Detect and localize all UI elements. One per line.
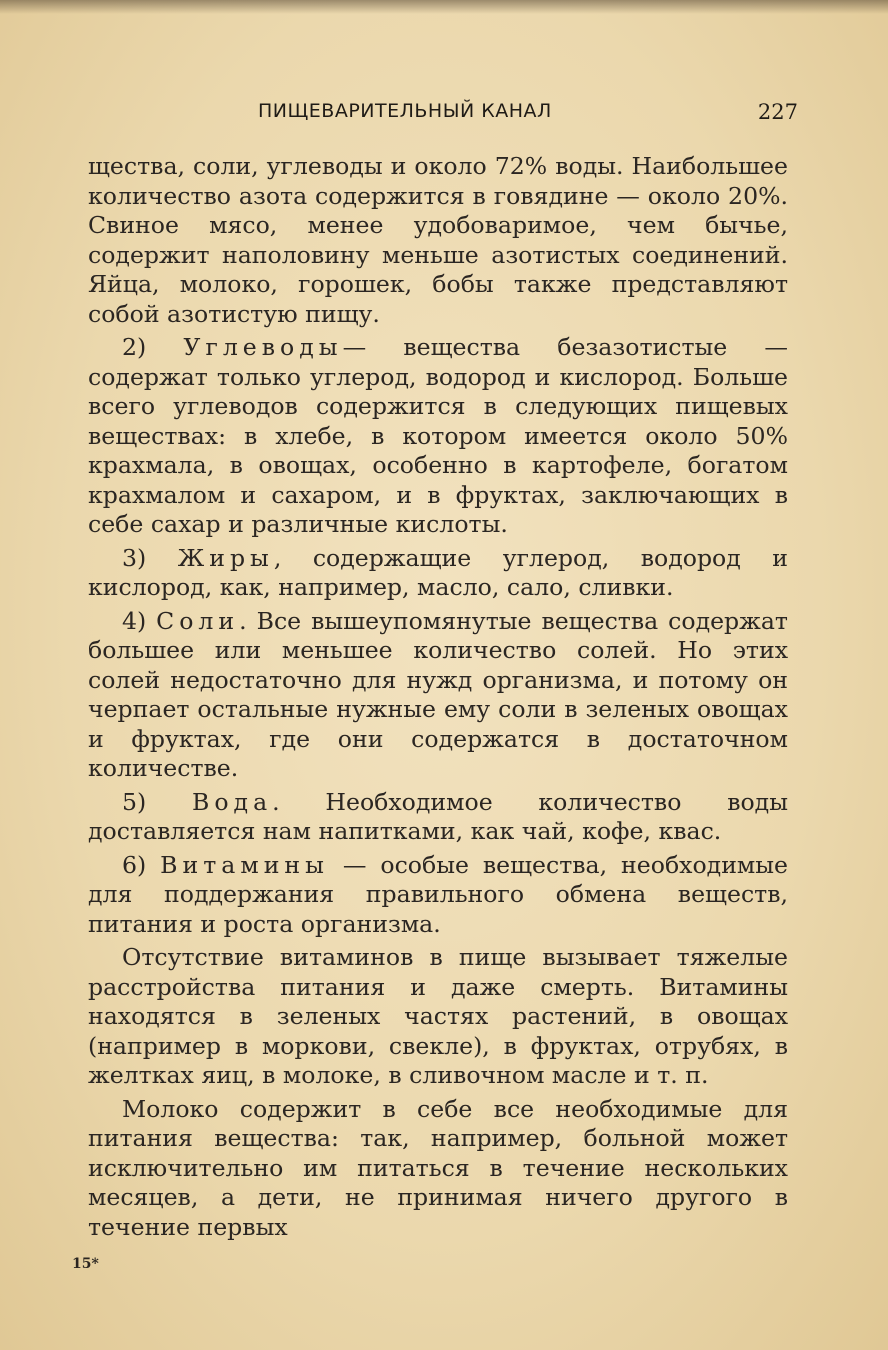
term-vitamins: Витамины	[160, 850, 329, 879]
paragraph-text: . Все вышеупомянутые вещества содержат большее или меньшее количество солей. Но этих солей недостаточно для нужд организма, и потому он черпает остальные нужные ему соли в зеленых овощах и фруктах, где они содержатся в достаточном количестве.	[88, 606, 788, 782]
item-number: 2)	[122, 333, 147, 361]
paragraph-milk: Молоко содержит в себе все необходимые для питания вещества: так, например, больной может исключительно им питаться в течение нескольких месяцев, а дети, не принимая ничего другого в течение первых	[88, 1094, 788, 1241]
paragraph-vitamins	[88, 851, 788, 940]
paragraph-text: , содержащие углерод, водород и кислород, как, например, масло, сало, сливки.	[88, 543, 789, 601]
term-carbohydrates: Углеводы	[183, 333, 343, 361]
paragraph-proteins-continued: щества, соли, углеводы и около 72% воды. Наибольшее количество азота содержится в говядине — около 20%. Свиное мясо, менее удобоваримое, чем бычье, содержит наполовину меньше азотистых соединений. Яйца, молоко, горошек, бобы также представляют собой азотистую пищу.	[88, 152, 788, 328]
printer-signature: 15*	[72, 1256, 99, 1272]
term-fats: Жиры	[177, 543, 274, 572]
item-number: 5)	[122, 787, 147, 816]
paragraph-vitamin-deficiency: Отсутствие витаминов в пище вызывает тяжелые расстройства питания и даже смерть. Витамины находятся в зеленых частях растений, в овощах (например в моркови, свекле), в фруктах, отрубях, в желтках яиц, в молоке, в сливочном масле и т. п.	[88, 943, 788, 1089]
item-number: 3)	[122, 543, 147, 572]
item-number: 4)	[122, 606, 147, 635]
paragraph-text: — особые вещества, необходимые для поддержания правильного обмена веществ, питания и роста организма.	[88, 850, 789, 938]
paragraph-fats	[88, 544, 788, 603]
paragraph-salts	[88, 607, 788, 784]
term-water: Вода	[192, 787, 273, 816]
term-salts: Соли	[156, 606, 240, 635]
running-head: ПИЩЕВАРИТЕЛЬНЫЙ КАНАЛ	[258, 100, 552, 122]
item-number: 6)	[122, 850, 147, 879]
page-number: 227	[757, 100, 798, 124]
paragraph-water	[88, 788, 788, 847]
body-text	[88, 152, 788, 1246]
paragraph-text: — вещества безазотистые — содержат только углерод, водород и кислород. Больше всего углеводов содержится в следующих пищевых веществах: в хлебе, в котором имеется около 50% крахмала, в овощах, особенно в картофеле, богатом крахмалом и сахаром, и в фруктах, заключающих в себе сахар и различные кислоты.	[88, 333, 789, 538]
page-header	[258, 100, 798, 130]
paragraph-text: . Необходимое количество воды доставляется нам напитками, как чай, кофе, квас.	[88, 787, 788, 845]
paragraph-carbohydrates	[88, 333, 788, 540]
